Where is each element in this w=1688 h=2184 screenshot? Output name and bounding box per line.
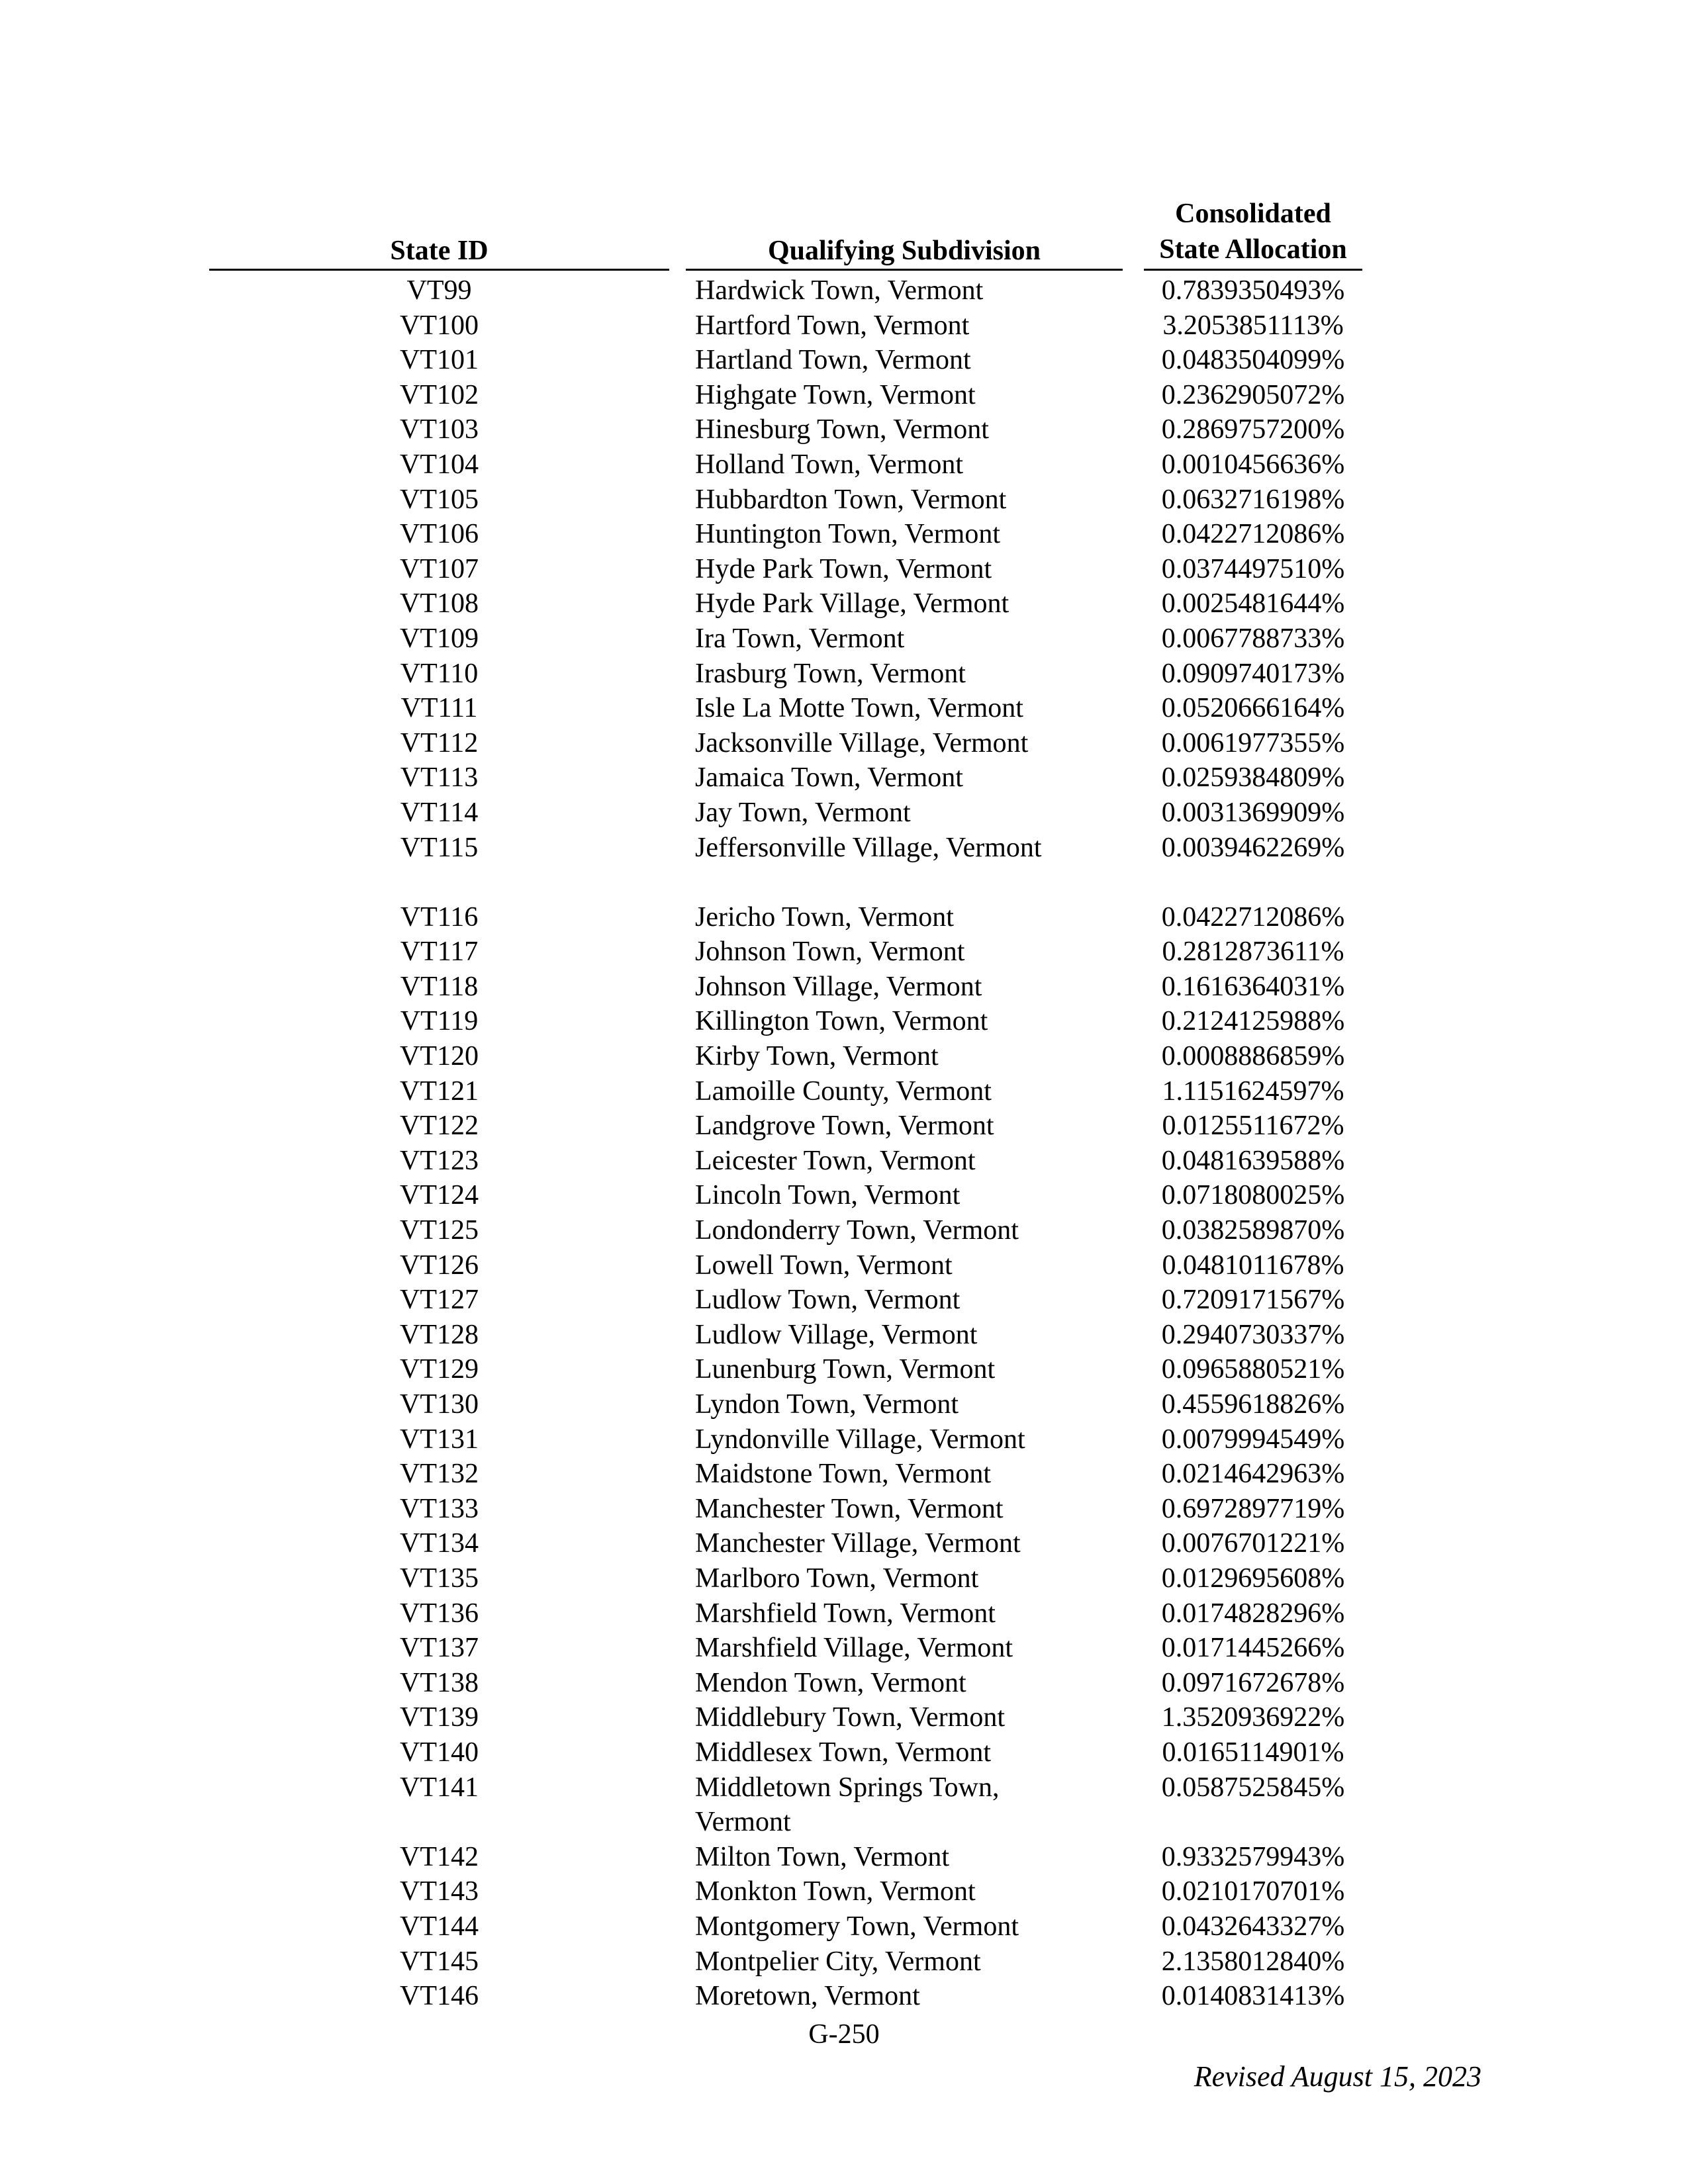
allocation-cell: 0.0079994549% [1161, 1424, 1345, 1455]
table-row [0, 760, 1688, 796]
table-row [0, 586, 1688, 621]
state-id-cell: VT133 [400, 1493, 479, 1524]
state-id-cell: VT109 [400, 623, 479, 654]
state-id-cell: VT101 [400, 345, 479, 376]
allocation-cell: 0.0067788733% [1161, 623, 1345, 654]
state-id-cell: VT127 [400, 1285, 479, 1316]
table-row [0, 482, 1688, 518]
state-id-cell: VT118 [400, 971, 479, 1002]
state-id-cell: VT112 [400, 727, 479, 758]
table-row [0, 657, 1688, 692]
allocation-table-body [0, 273, 1688, 2014]
allocation-cell: 0.7839350493% [1161, 275, 1345, 306]
state-id-cell: VT125 [400, 1215, 479, 1246]
allocation-cell: 0.0632716198% [1161, 484, 1345, 515]
table-row [0, 1318, 1688, 1353]
state-id-cell: VT145 [400, 1946, 479, 1977]
allocation-cell: 0.0374497510% [1161, 553, 1345, 584]
table-row [0, 1909, 1688, 1944]
table-row [0, 1387, 1688, 1422]
table-row [0, 447, 1688, 482]
state-id-cell: VT140 [400, 1737, 479, 1768]
allocation-cell: 0.0971672678% [1161, 1667, 1345, 1698]
subdivision-cell: Montpelier City, Vermont [695, 1946, 981, 1977]
allocation-cell: 0.0965880521% [1161, 1354, 1345, 1385]
state-id-cell: VT126 [400, 1250, 479, 1281]
subdivision-cell: Middlesex Town, Vermont [695, 1737, 991, 1768]
subdivision-cell: Londonderry Town, Vermont [695, 1215, 1019, 1246]
state-id-cell: VT110 [400, 658, 479, 689]
allocation-cell: 0.0214642963% [1161, 1459, 1345, 1490]
header-rule-state-id [209, 269, 669, 271]
table-row [0, 1213, 1688, 1248]
table-row [0, 1874, 1688, 1909]
subdivision-cell: Manchester Village, Vermont [695, 1528, 1021, 1559]
table-row [0, 1666, 1688, 1701]
subdivision-cell: Johnson Town, Vermont [695, 936, 965, 968]
allocation-cell: 0.0259384809% [1161, 762, 1345, 794]
subdivision-cell: Lyndonville Village, Vermont [695, 1424, 1025, 1455]
subdivision-cell: Marlboro Town, Vermont [695, 1563, 979, 1594]
table-row [0, 1248, 1688, 1283]
state-id-cell: VT113 [400, 762, 479, 794]
table-row [0, 1596, 1688, 1631]
state-id-cell: VT119 [400, 1006, 479, 1037]
allocation-cell: 0.2940730337% [1161, 1319, 1345, 1350]
state-id-cell: VT130 [400, 1389, 479, 1420]
allocation-cell: 1.1151624597% [1162, 1075, 1344, 1107]
subdivision-cell: Hyde Park Town, Vermont [695, 553, 992, 584]
state-id-cell: VT131 [400, 1424, 479, 1455]
state-id-cell: VT104 [400, 449, 479, 480]
table-row [0, 552, 1688, 587]
header-rule-allocation [1144, 269, 1362, 271]
state-id-cell: VT117 [400, 936, 479, 968]
table-row [0, 1074, 1688, 1109]
table-row [0, 831, 1688, 900]
header-state-id-label: State ID [390, 236, 489, 266]
state-id-cell: VT144 [400, 1911, 479, 1942]
allocation-cell: 0.0140831413% [1161, 1981, 1345, 2012]
subdivision-cell: Monkton Town, Vermont [695, 1876, 976, 1907]
state-id-cell: VT107 [400, 553, 479, 584]
header-allocation-line2: State Allocation [1159, 234, 1347, 265]
state-id-cell: VT124 [400, 1180, 479, 1211]
subdivision-cell: Leicester Town, Vermont [695, 1145, 976, 1176]
state-id-cell: VT137 [400, 1633, 479, 1664]
subdivision-cell: Hardwick Town, Vermont [695, 275, 984, 306]
subdivision-cell: Isle La Motte Town, Vermont [695, 693, 1023, 724]
allocation-cell: 0.0031369909% [1161, 797, 1345, 828]
table-row [0, 1178, 1688, 1213]
allocation-cell: 0.0008886859% [1161, 1041, 1345, 1072]
table-row [0, 1700, 1688, 1735]
allocation-cell: 0.6972897719% [1161, 1493, 1345, 1524]
subdivision-cell: Jericho Town, Vermont [695, 901, 954, 933]
subdivision-cell: Highgate Town, Vermont [695, 379, 976, 410]
state-id-cell: VT141 [400, 1772, 479, 1803]
allocation-cell: 0.2812873611% [1162, 936, 1344, 968]
subdivision-cell: Ira Town, Vermont [695, 623, 905, 654]
allocation-cell: 0.2362905072% [1161, 379, 1345, 410]
table-row [0, 1039, 1688, 1074]
allocation-cell: 0.0039462269% [1161, 832, 1345, 863]
state-id-cell: VT135 [400, 1563, 479, 1594]
table-row [0, 343, 1688, 378]
subdivision-cell: Jay Town, Vermont [695, 797, 911, 828]
allocation-cell: 0.0481639588% [1161, 1145, 1345, 1176]
table-row [0, 517, 1688, 552]
state-id-cell: VT106 [400, 519, 479, 550]
table-row [0, 1770, 1688, 1840]
table-row [0, 1144, 1688, 1179]
subdivision-cell: Lunenburg Town, Vermont [695, 1354, 996, 1385]
state-id-cell: VT120 [400, 1041, 479, 1072]
allocation-cell: 0.0129695608% [1161, 1563, 1345, 1594]
table-row [0, 621, 1688, 657]
header-state-id [209, 196, 669, 269]
table-row [0, 934, 1688, 970]
table-row [0, 378, 1688, 413]
state-id-cell: VT115 [400, 832, 479, 863]
state-id-cell: VT139 [400, 1702, 479, 1733]
state-id-cell: VT132 [400, 1459, 479, 1490]
allocation-cell: 0.0165114901% [1162, 1737, 1344, 1768]
header-allocation [1144, 196, 1362, 269]
allocation-cell: 2.1358012840% [1161, 1946, 1345, 1977]
subdivision-cell: Landgrove Town, Vermont [695, 1111, 994, 1142]
allocation-cell: 0.0076701221% [1161, 1528, 1345, 1559]
page-number: G-250 [808, 2019, 880, 2050]
subdivision-cell: Lamoille County, Vermont [695, 1075, 992, 1107]
allocation-cell: 0.0125511672% [1162, 1111, 1344, 1142]
header-rule-subdivision [686, 269, 1123, 271]
table-row [0, 1352, 1688, 1387]
table-row [0, 1561, 1688, 1596]
state-id-cell: VT116 [400, 901, 479, 933]
table-row [0, 1944, 1688, 1979]
subdivision-cell: Hinesburg Town, Vermont [695, 414, 989, 445]
allocation-cell: 0.7209171567% [1161, 1285, 1345, 1316]
allocation-cell: 0.0481011678% [1162, 1250, 1344, 1281]
revision-date: Revised August 15, 2023 [1194, 2060, 1481, 2093]
allocation-cell: 0.0422712086% [1161, 901, 1345, 933]
subdivision-cell: Ludlow Town, Vermont [695, 1285, 961, 1316]
table-row [0, 970, 1688, 1005]
state-id-cell: VT103 [400, 414, 479, 445]
allocation-cell: 0.0909740173% [1161, 658, 1345, 689]
allocation-cell: 3.2053851113% [1162, 310, 1344, 341]
table-row [0, 412, 1688, 447]
state-id-cell: VT121 [400, 1075, 479, 1107]
allocation-cell: 0.0587525845% [1161, 1772, 1345, 1803]
state-id-cell: VT99 [406, 275, 472, 306]
allocation-cell: 0.4559618826% [1161, 1389, 1345, 1420]
table-row [0, 1457, 1688, 1492]
subdivision-cell: Lyndon Town, Vermont [695, 1389, 959, 1420]
subdivision-cell: Jamaica Town, Vermont [695, 762, 963, 794]
allocation-cell: 0.2869757200% [1161, 414, 1345, 445]
state-id-cell: VT142 [400, 1841, 479, 1872]
table-row [0, 726, 1688, 761]
subdivision-cell: Jacksonville Village, Vermont [695, 727, 1029, 758]
subdivision-cell: Mendon Town, Vermont [695, 1667, 966, 1698]
header-subdivision [686, 196, 1123, 269]
subdivision-cell: Jeffersonville Village, Vermont [695, 832, 1042, 863]
allocation-cell: 0.0483504099% [1161, 345, 1345, 376]
subdivision-cell: Lowell Town, Vermont [695, 1250, 953, 1281]
subdivision-cell: Moretown, Vermont [695, 1981, 920, 2012]
table-row [0, 1979, 1688, 2014]
subdivision-cell: Kirby Town, Vermont [695, 1041, 939, 1072]
table-row [0, 1631, 1688, 1666]
table-row [0, 1526, 1688, 1561]
subdivision-cell: Hyde Park Village, Vermont [695, 588, 1009, 619]
subdivision-cell: Maidstone Town, Vermont [695, 1459, 991, 1490]
subdivision-cell: Ludlow Village, Vermont [695, 1319, 978, 1350]
state-id-cell: VT108 [400, 588, 479, 619]
allocation-cell: 0.0210170701% [1161, 1876, 1345, 1907]
subdivision-cell: Huntington Town, Vermont [695, 519, 1001, 550]
subdivision-cell: Johnson Village, Vermont [695, 971, 982, 1002]
subdivision-cell: Marshfield Town, Vermont [695, 1598, 996, 1629]
allocation-cell: 0.1616364031% [1161, 971, 1345, 1002]
subdivision-cell: Milton Town, Vermont [695, 1841, 950, 1872]
allocation-cell: 0.0025481644% [1161, 588, 1345, 619]
subdivision-cell: Irasburg Town, Vermont [695, 658, 966, 689]
state-id-cell: VT102 [400, 379, 479, 410]
table-row [0, 1492, 1688, 1527]
state-id-cell: VT122 [400, 1111, 479, 1142]
state-id-cell: VT146 [400, 1981, 479, 2012]
state-id-cell: VT105 [400, 484, 479, 515]
subdivision-cell: Manchester Town, Vermont [695, 1493, 1004, 1524]
subdivision-cell: Hartford Town, Vermont [695, 310, 970, 341]
state-id-cell: VT134 [400, 1528, 479, 1559]
allocation-cell: 0.0171445266% [1161, 1633, 1345, 1664]
allocation-cell: 0.0382589870% [1161, 1215, 1345, 1246]
table-row [0, 1840, 1688, 1875]
table-row [0, 1422, 1688, 1457]
state-id-cell: VT143 [400, 1876, 479, 1907]
allocation-cell: 1.3520936922% [1161, 1702, 1345, 1733]
allocation-cell: 0.0422712086% [1161, 519, 1345, 550]
subdivision-cell: Killington Town, Vermont [695, 1006, 988, 1037]
subdivision-cell: Hubbardton Town, Vermont [695, 484, 1007, 515]
subdivision-cell: Marshfield Village, Vermont [695, 1633, 1013, 1664]
table-row [0, 900, 1688, 935]
state-id-cell: VT136 [400, 1598, 479, 1629]
allocation-cell: 0.0174828296% [1161, 1598, 1345, 1629]
state-id-cell: VT111 [400, 693, 478, 724]
allocation-cell: 0.0520666164% [1161, 693, 1345, 724]
subdivision-cell: Lincoln Town, Vermont [695, 1180, 961, 1211]
table-row [0, 1109, 1688, 1144]
subdivision-cell: Holland Town, Vermont [695, 449, 963, 480]
state-id-cell: VT128 [400, 1319, 479, 1350]
state-id-cell: VT138 [400, 1667, 479, 1698]
subdivision-cell: Middletown Springs Town, Vermont [695, 1772, 1000, 1838]
table-row [0, 1283, 1688, 1318]
allocation-cell: 0.0432643327% [1161, 1911, 1345, 1942]
state-id-cell: VT100 [400, 310, 479, 341]
state-id-cell: VT114 [400, 797, 479, 828]
subdivision-cell: Montgomery Town, Vermont [695, 1911, 1019, 1942]
allocation-cell: 0.0718080025% [1161, 1180, 1345, 1211]
allocation-cell: 0.9332579943% [1161, 1841, 1345, 1872]
subdivision-cell: Hartland Town, Vermont [695, 345, 971, 376]
table-row [0, 796, 1688, 831]
allocation-cell: 0.2124125988% [1161, 1006, 1345, 1037]
table-row [0, 691, 1688, 726]
table-row [0, 1735, 1688, 1770]
allocation-cell: 0.0010456636% [1161, 449, 1345, 480]
state-id-cell: VT129 [400, 1354, 479, 1385]
state-id-cell: VT123 [400, 1145, 479, 1176]
allocation-cell: 0.0061977355% [1161, 727, 1345, 758]
table-row [0, 1004, 1688, 1039]
header-subdivision-label: Qualifying Subdivision [767, 236, 1041, 266]
table-row [0, 273, 1688, 308]
subdivision-cell: Middlebury Town, Vermont [695, 1702, 1005, 1733]
header-allocation-line1: Consolidated [1175, 199, 1331, 229]
table-row [0, 308, 1688, 343]
